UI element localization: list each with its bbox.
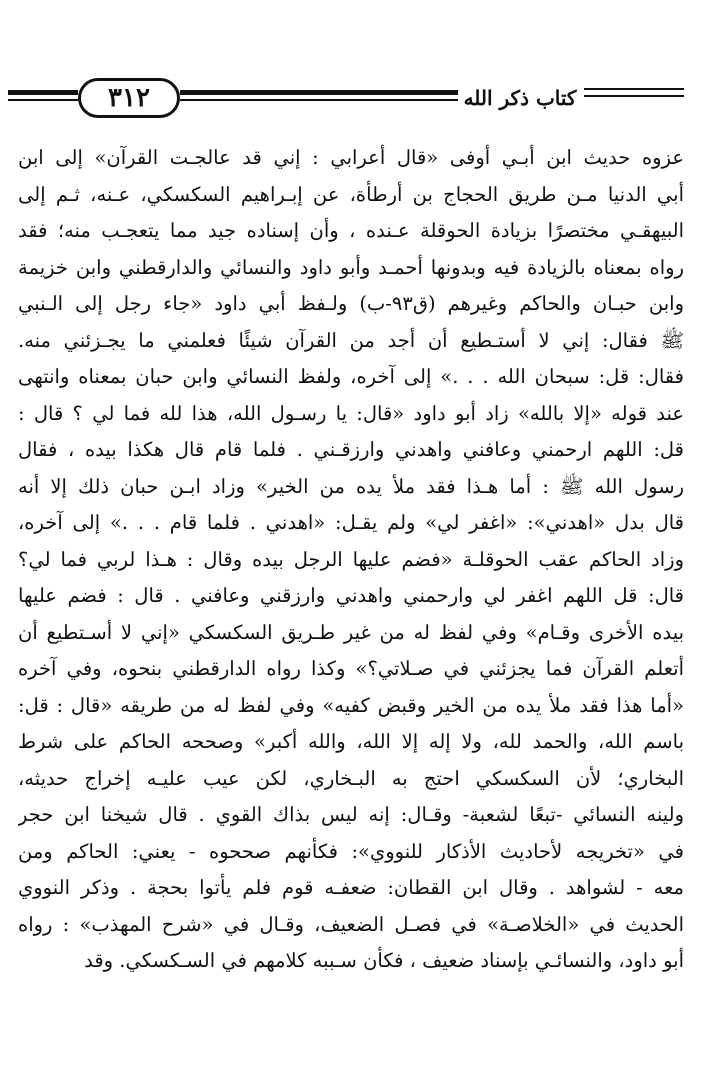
header-rule-left-top: [8, 90, 78, 95]
header-rule-left-bottom: [8, 99, 78, 101]
text-line: البيهقـي مختصرًا بزيادة الحوقلة عـنده ، وأن إسناده جيد مما يتعجـب منه؛ فقد: [18, 219, 684, 242]
text-line: أبو داود، والنسائـي بإسناد ضعيف ، فكأن سـببه كلامهم في السـكسكي. وقد: [84, 949, 684, 972]
header-rule-right-bottom: [584, 95, 684, 97]
page-number-text: ٣١٢: [108, 83, 150, 113]
header-rule-right-top: [584, 88, 684, 90]
text-line: الحديث في «الخلاصـة» في فصـل الضعيف، وقـال في «شرح المهذب» : رواه: [18, 912, 684, 936]
text-line: أتعلم القرآن فما يجزئني في صـلاتي؟» وكذا رواه الدارقطني بنحوه، وفي آخره: [18, 657, 684, 680]
text-line: في «تخريجه لأحاديث الأذكار للنووي»: فكأنهم صححوه - يعني: الحاكم ومن: [18, 839, 684, 863]
text-line: وزاد الحاكم عقب الحوقلـة «فضم عليها الرجل بيده وقال : هـذا لربي فما لي؟: [18, 547, 684, 571]
text-line: فقال: قل: سبحان الله . . .» إلى آخره، ولفظ النسائي وابن حبان بمعناه وانتهى: [18, 365, 684, 388]
page-number: [78, 78, 180, 118]
text-line: معه - لشواهد . وقال ابن القطان: ضعفـه قوم فلم يأتوا بحجة . وذكر النووي: [18, 876, 684, 899]
text-line: قال بدل «اهدني»: «اغفر لي» ولم يقـل: «اهدني . فلما قام . . .» إلى آخره،: [18, 511, 684, 534]
text-line: رسول الله ﷺ : أما هـذا فقد ملأ يده من الخير» وزاد ابـن حبان ذلك إلا أنه: [18, 474, 684, 498]
page-header: [0, 68, 703, 128]
text-line: ﷺ فقال: إني لا أستـطيع أن أجد من القرآن شيئًا فعلمني ما يجـزئني منه.: [18, 328, 684, 352]
text-line: البخاري؛ لأن السكسكي احتج به البـخاري، لكن عيب عليـه إخراج حديثه،: [18, 766, 684, 790]
running-title: كتاب ذكر الله: [463, 86, 577, 110]
text-line: عزوه حديث ابن أبـي أوفى «قال أعرابي : إني قد عالجـت القرآن» إلى ابن: [18, 146, 684, 169]
text-line: باسم الله، والحمد لله، ولا إله إلا الله، والله أكبر» وصححه الحاكم على شرط: [18, 730, 684, 753]
text-line: قال: قل اللهم اغفر لي وارحمني واهدني وارزقني وعافني . قال : فضم عليها: [18, 584, 684, 607]
body-text: [18, 140, 684, 980]
text-line: «أما هذا فقد ملأ يده من الخير وقبض كفيه» وفي لفظ له من طريقه «قال : قل:: [18, 693, 684, 717]
text-line: وابن حبـان والحاكم وغيرهم (ق٩٣-ب) ولـفظ أبي داود «جاء رجل إلى الـنبي: [18, 292, 684, 315]
text-line: ولينه النسائي -تبعًا لشعبة- وقـال: إنه ليس بذاك القوي . قال شيخنا ابن حجر: [18, 803, 684, 826]
text-line: عند قوله «إلا بالله» زاد أبو داود «قال: يا رسـول الله، هذا لله فما لي ؟ قال :: [18, 401, 684, 425]
header-rule-middle-bottom: [180, 99, 458, 101]
text-line: قل: اللهم ارحمني وعافني واهدني وارزقـني . فلما قام قال هكذا بيده ، فقال: [18, 438, 684, 461]
text-line: أبي الدنيا مـن طريق الحجاج بن أرطأة، عن إبـراهيم السكسكي، عـنه، ثـم إلى: [18, 182, 684, 206]
header-rule-middle-top: [180, 90, 458, 95]
text-line: بيده الأخرى وقـام» وفي لفظ له من غير طـريق السكسكي «إني لا أسـتطيع أن: [18, 620, 684, 644]
text-line: رواه بمعناه بالزيادة فيه وبدونها أحمـد وأبو داود والنسائي والدارقطني وابن خزيمة: [18, 255, 684, 279]
